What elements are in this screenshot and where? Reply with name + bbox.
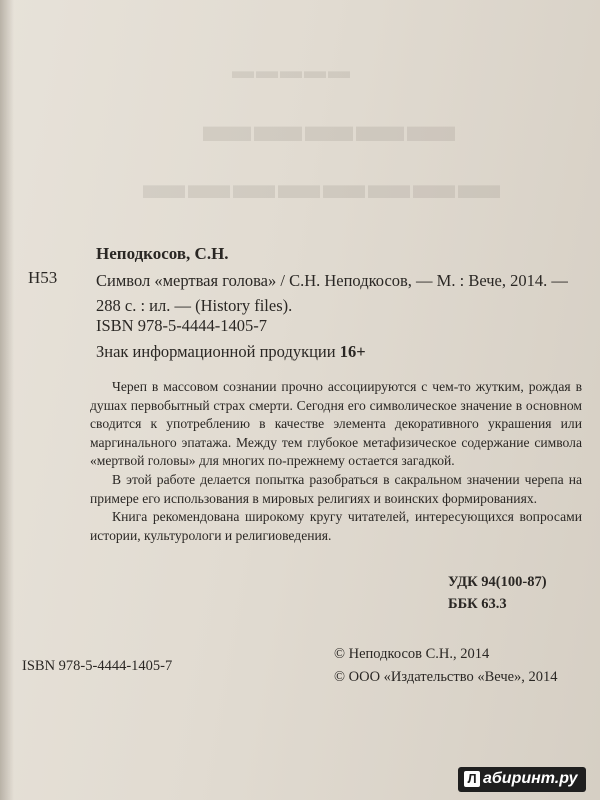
watermark-text: абиринт.ру (483, 770, 578, 787)
age-rating-line (96, 342, 366, 362)
show-through-text: ▬▬▬▬▬ (200, 99, 455, 152)
copyright-author: © Неподкосов С.Н., 2014 (334, 646, 490, 662)
bbk-code: ББК 63.3 (448, 596, 507, 612)
abstract-paragraph: В этой работе делается попытка разобраться в сакральном значении черепа на примере его использования в мировых религиях и воинских формированиях. (90, 471, 582, 506)
udk-code: УДК 94(100-87) (448, 574, 547, 590)
isbn-top: ISBN 978-5-4444-1405-7 (96, 316, 267, 335)
author-heading: Неподкосов, С.Н. (96, 244, 229, 263)
bibliographic-description: Символ «мертвая голова» / С.Н. Неподкосов, — М. : Вече, 2014. — 288 с. : ил. — (History files). (96, 271, 568, 315)
binding-shadow (0, 0, 14, 800)
copyright-publisher: © ООО «Издательство «Вече», 2014 (334, 669, 558, 685)
abstract-paragraph: Череп в массовом сознании прочно ассоциируются с чем-то жутким, рождая в душах первобытный страх смерти. Сегодня его символическое значение в основном сводится к употреблению в качестве элемента декоративного украшения или маргинального эпатажа. Между тем глубокое метафизическое содержание символа «мертвой головы» для многих по-прежнему остается загадкой. (90, 379, 582, 469)
shelf-mark: Н53 (28, 268, 58, 287)
labirint-watermark (458, 767, 586, 792)
show-through-text: ▬▬▬▬▬▬▬▬ (140, 160, 500, 207)
abstract (90, 378, 582, 545)
age-rating-label: Знак информационной продукции (96, 342, 340, 361)
labirint-logo-icon: Л (464, 771, 480, 787)
age-rating-value: 16+ (339, 342, 366, 361)
show-through-text: ▬▬▬▬▬ (230, 58, 350, 83)
isbn-bottom: ISBN 978-5-4444-1405-7 (22, 658, 173, 674)
abstract-paragraph: Книга рекомендована широкому кругу читателей, интересующихся вопросами истории, культурологи и религиоведения. (90, 509, 582, 543)
